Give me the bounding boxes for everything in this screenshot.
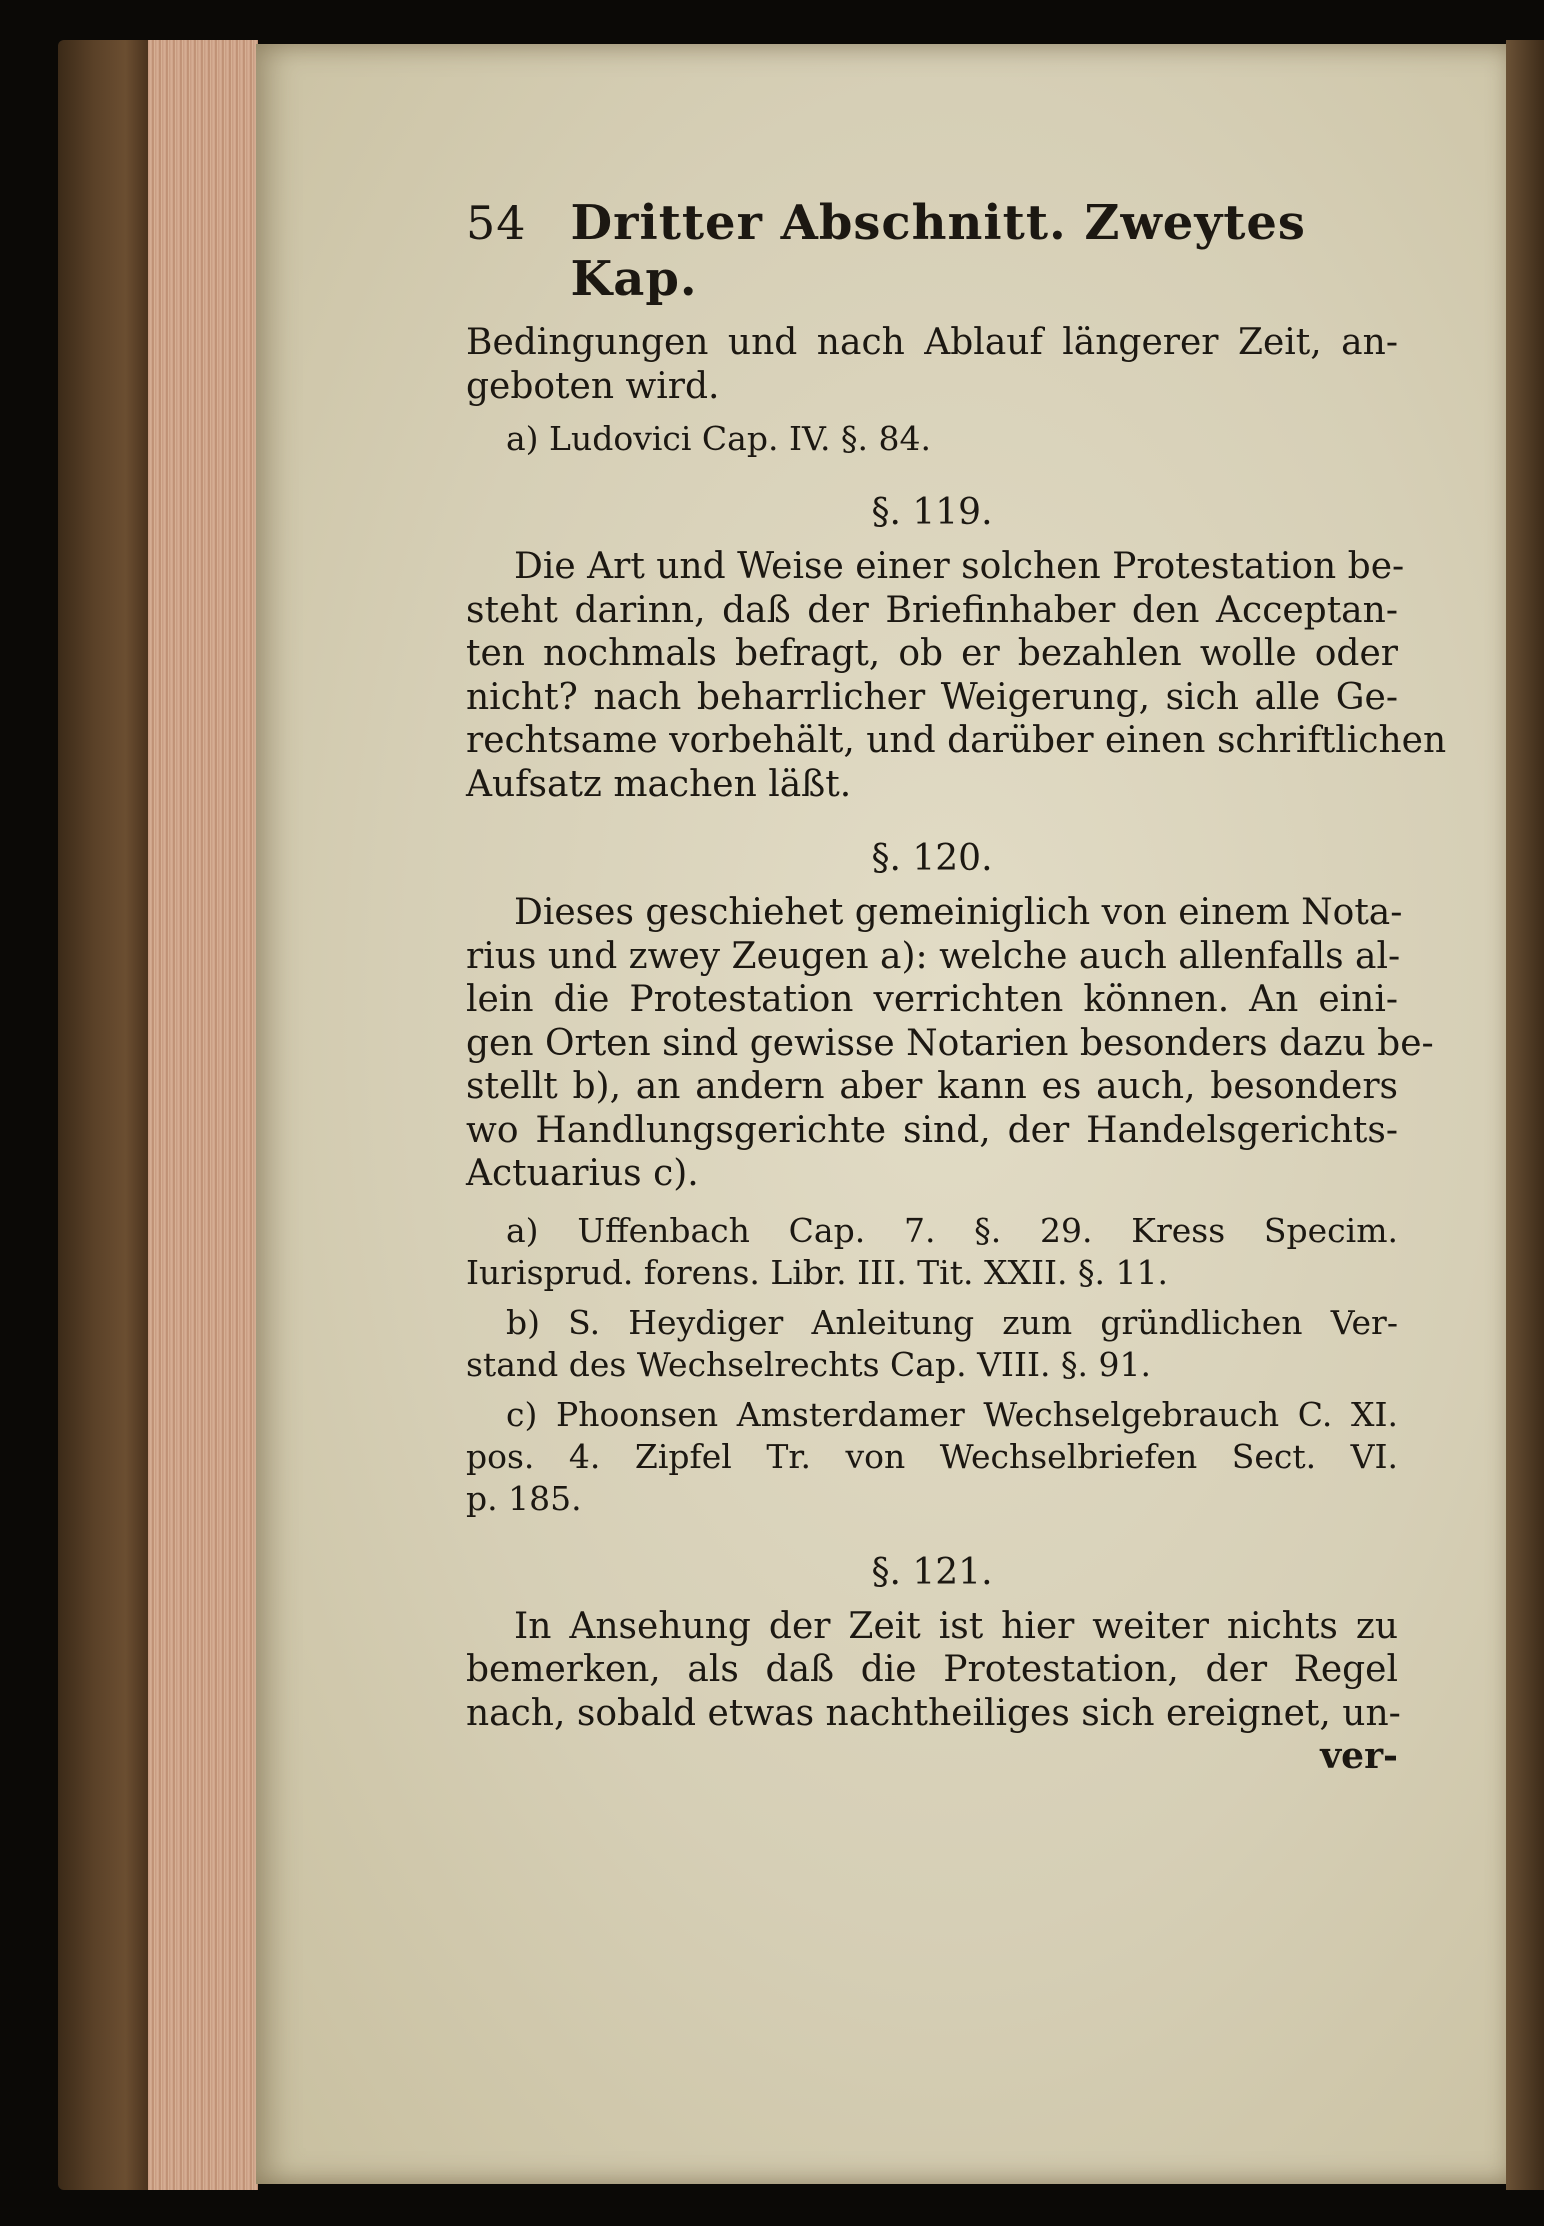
text-line: In Ansehung der Zeit ist hier weiter nichts zu xyxy=(514,1605,1398,1647)
footnote-a xyxy=(466,1210,1398,1294)
intro-paragraph xyxy=(466,321,1398,408)
running-head xyxy=(466,195,1398,307)
paragraph-119 xyxy=(466,545,1447,806)
section-heading-120: §. 120. xyxy=(871,838,993,879)
text-line: lein die Protestation verrichten können. An eini- xyxy=(466,979,1398,1020)
page-stack-edges xyxy=(148,40,258,2190)
text-line: gen Orten sind gewisse Notarien besonders dazu be- xyxy=(466,1022,1434,1064)
text-line: wo Handlungsgerichte sind, der Handelsgerichts- xyxy=(466,1109,1398,1151)
text-line: Bedingungen und nach Ablauf längerer Zeit, an- xyxy=(466,322,1398,363)
text-line: steht darinn, daß der Briefinhaber den Acceptan- xyxy=(466,589,1398,631)
book-gutter xyxy=(1506,40,1544,2190)
footnote-line: stand des Wechselrechts Cap. VIII. §. 91. xyxy=(466,1344,1151,1384)
text-line: bemerken, als daß die Protestation, der Regel xyxy=(466,1649,1398,1690)
footnote-line: c) Phoonsen Amsterdamer Wechselgebrauch C. XI. xyxy=(506,1394,1398,1434)
text-line: Aufsatz machen läßt. xyxy=(466,763,852,805)
paragraph-121 xyxy=(466,1605,1401,1736)
footnote-line: p. 185. xyxy=(466,1478,582,1518)
footnote-line: b) S. Heydiger Anleitung zum gründlichen Ver- xyxy=(506,1302,1398,1342)
footnote-b xyxy=(466,1302,1398,1386)
footnote-line: pos. 4. Zipfel Tr. von Wechselbriefen Sect. VI. xyxy=(466,1436,1398,1476)
page-text xyxy=(466,195,1447,1778)
footnote-line: Iurisprud. forens. Libr. III. Tit. XXII. §. 11. xyxy=(466,1252,1168,1292)
text-line: rius und zwey Zeugen a): welche auch allenfalls al- xyxy=(466,935,1401,977)
text-line: Dieses geschiehet gemeiniglich von einem Nota- xyxy=(514,892,1403,933)
section-heading-119: §. 119. xyxy=(871,492,993,533)
text-line: nicht? nach beharrlicher Weigerung, sich alle Ge- xyxy=(466,676,1398,718)
book-cover-edge xyxy=(58,40,148,2190)
text-line: geboten wird. xyxy=(466,365,720,407)
catchword: ver- xyxy=(1320,1735,1398,1777)
chapter-title: Dritter Abschnitt. Zweytes Kap. xyxy=(570,195,1306,307)
footnote-c xyxy=(466,1394,1398,1520)
text-line: Die Art und Weise einer solchen Protestation be- xyxy=(514,546,1405,587)
text-line: nach, sobald etwas nachtheiliges sich ereignet, un- xyxy=(466,1692,1401,1734)
text-line: stellt b), an andern aber kann es auch, besonders xyxy=(466,1066,1398,1107)
text-line: rechtsame vorbehält, und darüber einen schriftlichen xyxy=(466,720,1447,761)
text-line: ten nochmals befragt, ob er bezahlen wolle oder xyxy=(466,633,1398,674)
paragraph-120 xyxy=(466,891,1434,1196)
footnote: a) Ludovici Cap. IV. §. 84. xyxy=(506,419,931,458)
page-number: 54 xyxy=(466,196,527,250)
text-line: Actuarius c). xyxy=(466,1153,699,1194)
footnote-line: a) Uffenbach Cap. 7. §. 29. Kress Specim. xyxy=(506,1210,1398,1250)
section-heading-121: §. 121. xyxy=(871,1551,993,1593)
